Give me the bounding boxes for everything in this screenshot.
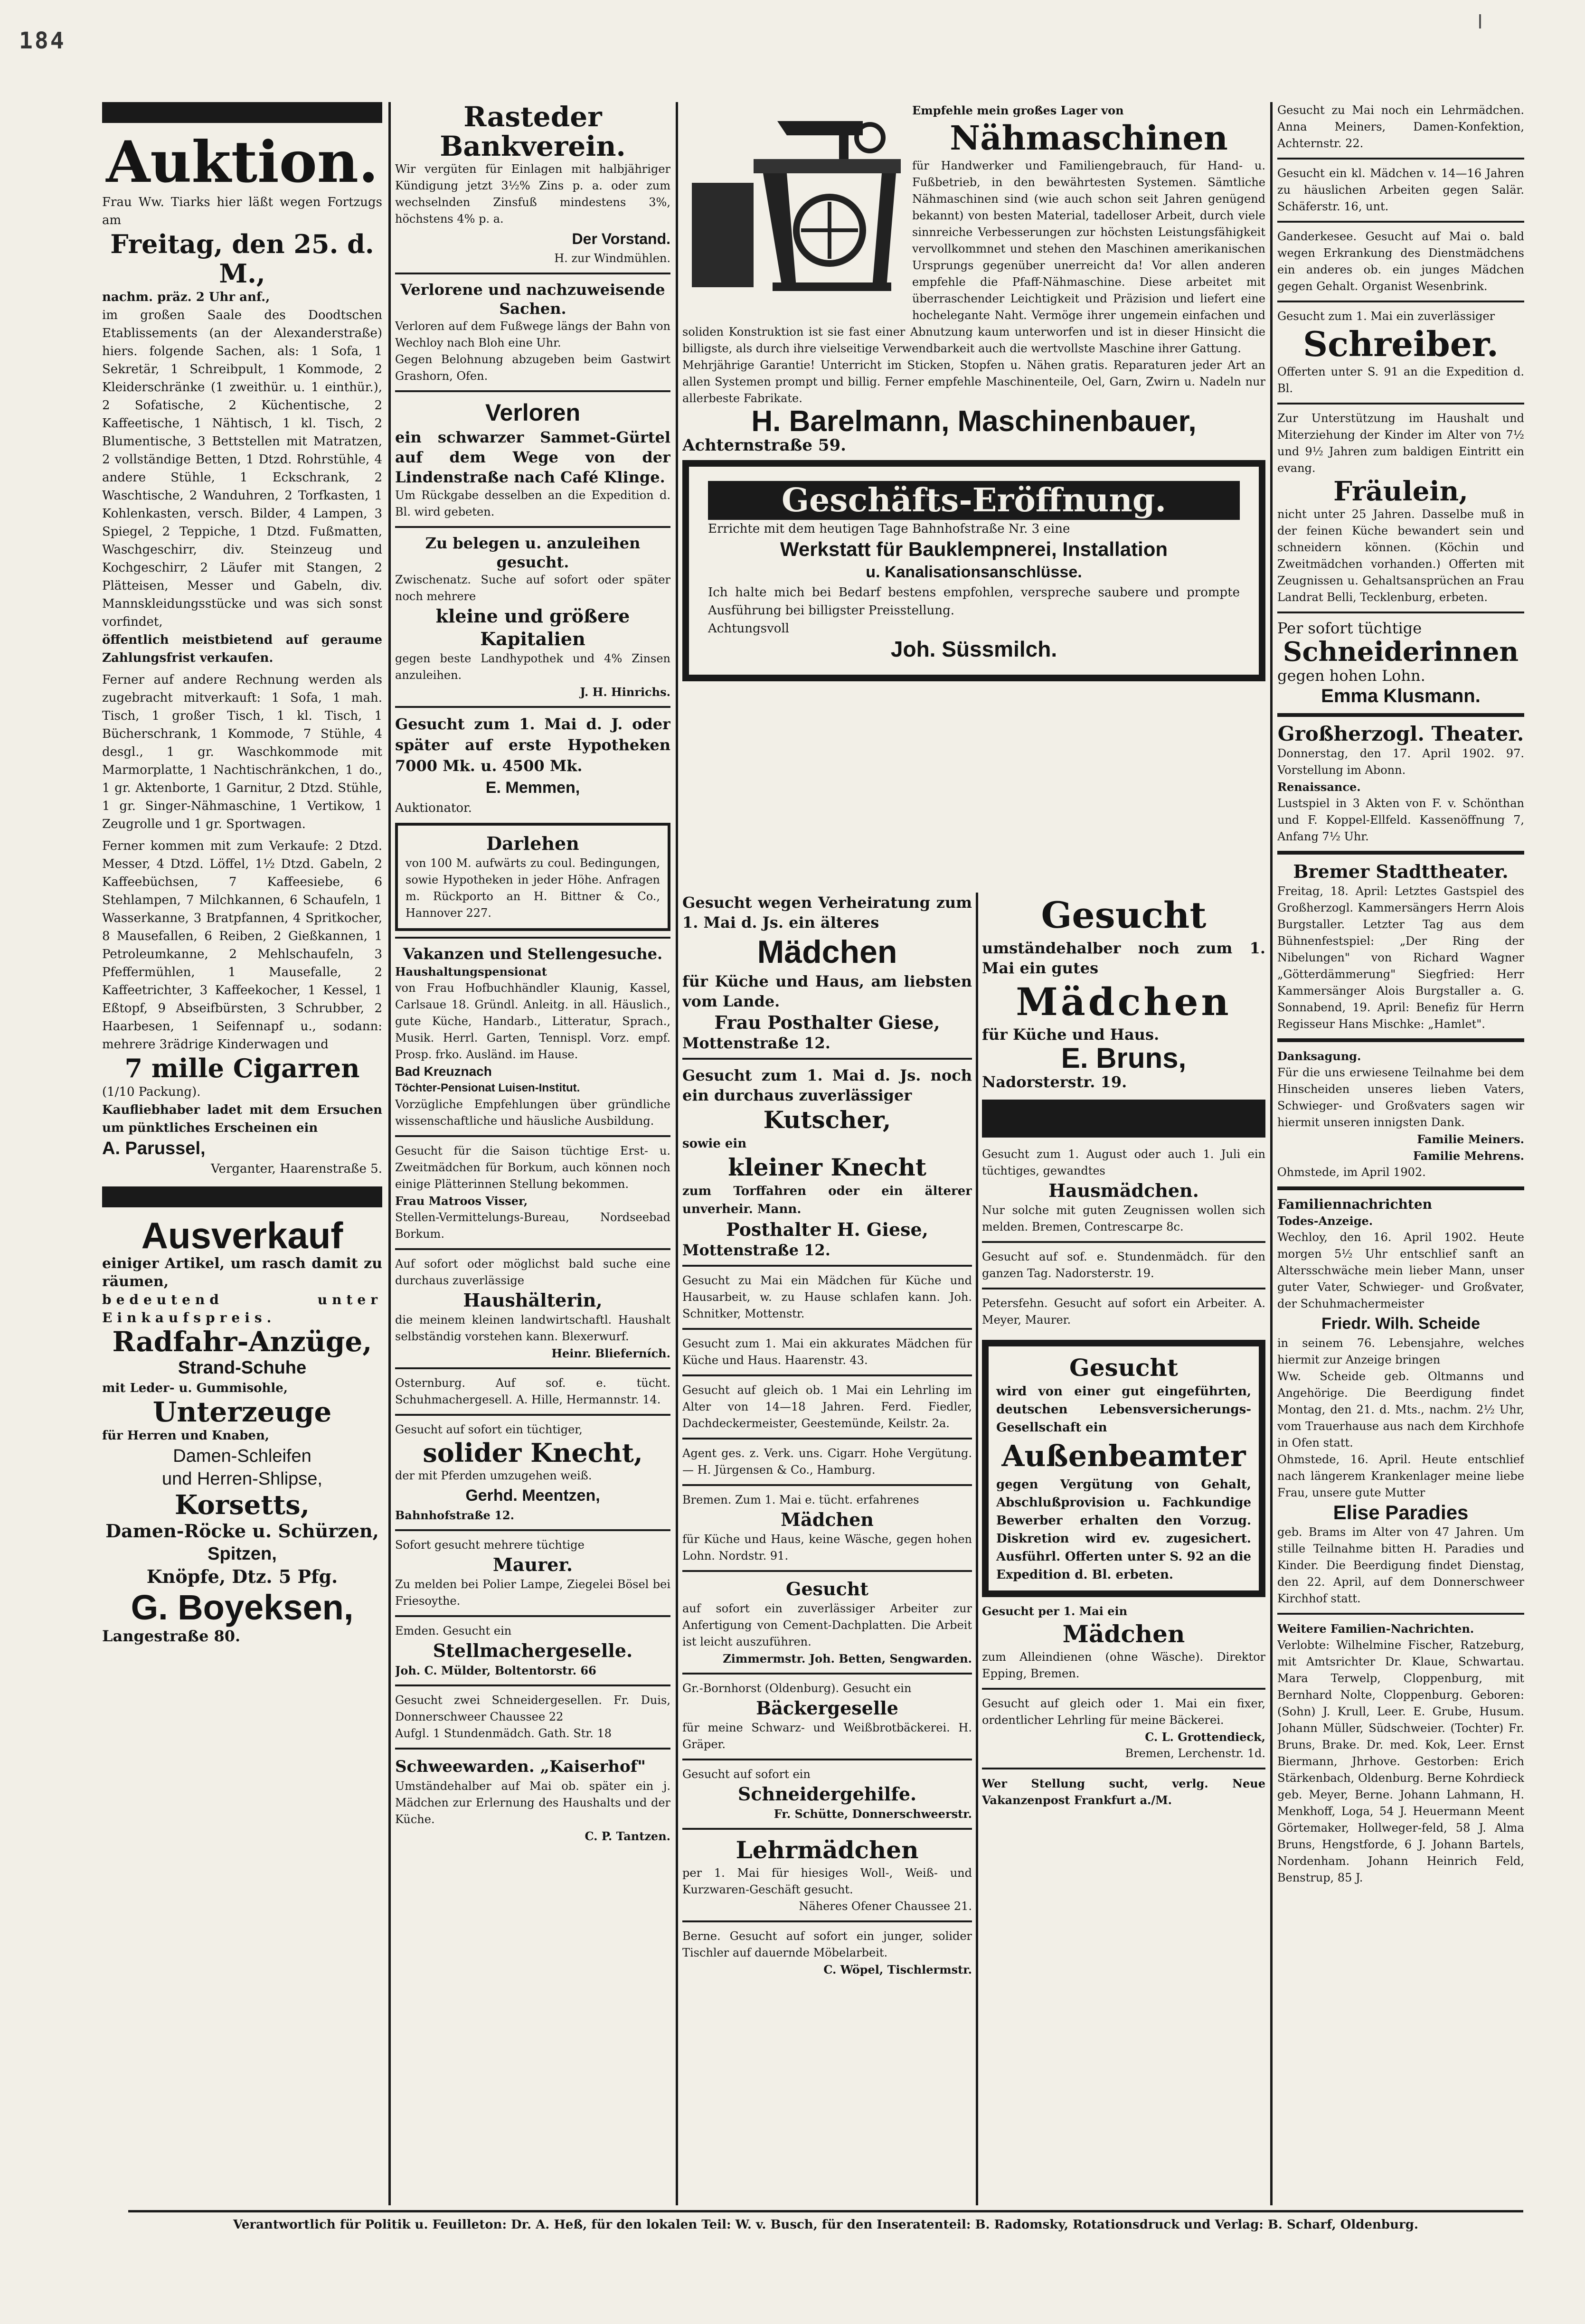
- sewing-text: für Handwerker und Familiengebrauch, für Hand- u. Fußbetrieb, in den bewährtesten Systemen. Sämtliche Nähmaschinen sind (wie auch schon seit Jahren genügend bekannt) von besten Material, tadelloser Arbeit, durch viele sinnreiche Verbesserungen zur höchsten Leistungsfähigkeit vervollkommnet und stehen den Maschinen amerikanischen Ursprungs gegenüber unerreicht da! Vor allen anderen empfehle die Pfaff-Nähmaschine. Diese arbeitet mit überraschender Leichtigkeit und Präzision und liefert eine hochelegante Naht. Vermöge ihrer ungemein einfachen und soliden Konstruktion ist sie fast einer Abnutzung kaum unterworfen und ist in dieser Hinsicht die billigste, als durch ihre vielseitige Verwendbarkeit auch die wertvollste Maschine ihrer Gattung.: [682, 159, 1265, 355]
- divider: [682, 1438, 972, 1440]
- bank-text: Wir vergüten für Einlagen mit halbjähriger Kündigung jetzt 3½% Zins p. a. oder zum wechselnden Zinsfuß mindestens 3%, höchstens 4% p. a.: [395, 162, 670, 226]
- divider: [395, 1135, 670, 1137]
- business-opening-big: Werkstatt für Bauklempnerei, Installation: [780, 538, 1168, 560]
- housekeeper-sign: Heinr. Blieferních.: [551, 1346, 670, 1360]
- vacancies-section: [395, 944, 670, 1129]
- divider: [395, 1529, 670, 1531]
- wheelwright-sign: Joh. C. Mülder, Boltentorstr. 66: [395, 1664, 596, 1677]
- deceased-name-2: Elise Paradies: [1333, 1501, 1469, 1524]
- column-rule-1: [388, 102, 391, 2205]
- coachman-sign-sub: Mottenstraße 12.: [682, 1241, 830, 1259]
- borkum-text: Gesucht für die Saison tüchtige Erst- u. Zweitmädchen für Borkum, auch können noch einige Plätterinnen Stellung bekommen.: [395, 1144, 670, 1191]
- maid-giese-sign: Frau Posthalter Giese,: [714, 1012, 940, 1033]
- coachman-ad: [682, 1065, 972, 1259]
- maid-giese-ad: [682, 893, 972, 1052]
- business-opening-text: Errichte mit dem heutigen Tage Bahnhofstraße Nr. 3 eine: [708, 522, 1070, 536]
- capital-title: Zu belegen u. anzuleihen gesucht.: [425, 534, 641, 571]
- page-number: 184: [19, 28, 66, 54]
- bremen-theater-text: Freitag, 18. April: Letztes Gastspiel des Großherzogl. Kammersängers Herrn Alois Burgstaller. Letzter Tag aus dem Bühnenfestspiel: „Der Ring der Nibelungen" von Richard Wagner „Götterdämmerung" Siegfried: Herr Kammersänger Alois Burgstaller a. G. Sonnabend, 19. April: Benefiz für Herrn Regisseur Hans Mischke: „Hamlet".: [1277, 884, 1524, 1031]
- column-4: [1277, 102, 1524, 2205]
- divider: [982, 1688, 1265, 1690]
- divider: [1277, 158, 1524, 160]
- death-notice-title: Todes-Anzeige.: [1277, 1214, 1373, 1228]
- divider: [1277, 301, 1524, 302]
- coachman-text-2: sowie ein: [682, 1137, 747, 1151]
- column-rule-3a: [976, 893, 978, 2205]
- coachman-title: Kutscher,: [763, 1106, 891, 1134]
- maid-giese-text: Gesucht wegen Verheiratung zum 1. Mai d. Js. ein älteres: [682, 894, 972, 931]
- auction-text-3: Ferner kommen mit zum Verkaufe: 2 Dtzd. Messer, 4 Dtzd. Löffel, 1½ Dtzd. Gabeln, 2 Kaffeebüchsen, 7 Kaffeesiebe, 6 Stehlampen, 7 Milchkannen, 6 Schaufeln, 1 Wasserkanne, 3 Bratpfannen, 4 Spritkocher, 8 Mausefallen, 6 Reiben, 2 Gießkannen, 1 Petroleumkanne, 2 Mehlschaufeln, 3 Pfeffermühlen, 1 Mausefalle, 2 Kaffeetrichter, 3 Kaffeekocher, 1 Kessel, 1 Eßtopf, 9 Abseifbürsten, 3 Schrubber, 2 Haarbesen, 1 Seifennapf u., sodann: mehrere 3rädrige Kinderwagen und: [102, 839, 382, 1052]
- auction-cigars-sub: (1/10 Packung).: [102, 1085, 201, 1099]
- wheelwright-intro: Emden. Gesucht ein: [395, 1624, 512, 1637]
- divider: [682, 1265, 972, 1267]
- auction-text-2: Ferner auf andere Rechnung werden als zugebracht mitverkauft: 1 Sofa, 1 mah. Tisch, 1 großer Tisch, 1 kl. Tisch, 1 Bücherschrank, 1 Kommode, 7 Stühle, 4 desgl., 1 gr. Waschkommode mit Marmorplatte, 1 Nachtischränkchen, 1 do., 1 gr. Aktenborte, 1 Garnitur, 2 Dtzd. Stühle, 1 gr. Singer-Nähmaschine, 1 Vertikow, 1 Zeugrolle und 1 gr. Sportwagen.: [102, 673, 382, 831]
- apprentice-sign: Näheres Ofener Chaussee 21.: [799, 1900, 972, 1913]
- more-family-news-text: Verlobte: Wilhelmine Fischer, Ratzeburg, mit Amtsrichter Dr. Klaue, Schwartau. Mara Terwelp, Cloppenburg, mit Bernhard Nolte, Cloppenburg. Geboren: (Sohn) J. Krull, Leer. E. Grube, Husum. Johann Müller, Südschweier. (Tochter) Fr. Bruns, Brake. Dr. med. Kok, Leer. Ernst Biermann, Jhrhove. Gestorben: Erich Stärkenbach, Oldenburg. Berne Kohrdieck geb. Meyer, Berne. Johann Lahmann, H. Menkhoff, Loga, 54 J. Heuermann Meent Görtemaker, Hollweger-feld, 58 J. Alma Bruns, Hengstforde, 6 J. Johann Bartels, Nordenham. Johann Heinrich Feld, Benstrup, 85 J.: [1277, 1638, 1524, 1884]
- sewing-text-2: Mehrjährige Garantie! Unterricht im Sticken, Stopfen u. Nähen gratis. Reparaturen jeder Art an allen Systemen prompt und billig. Ferner empfehle Maschinenteile, Oel, Garn, Zwirn u. Nadeln nur allerbeste Fabrikate.: [682, 358, 1265, 405]
- divider: [982, 1288, 1265, 1289]
- mason-title: Maurer.: [492, 1554, 573, 1575]
- classified-item: Gesucht zum 1. Mai ein akkurates Mädchen für Küche und Haus. Haarenstr. 43.: [682, 1337, 972, 1367]
- auction-intro: Frau Ww. Tiarks hier läßt wegen Fortzugs am: [102, 195, 382, 227]
- bank-title-2: Bankverein.: [440, 130, 626, 162]
- divider: [395, 1748, 670, 1750]
- field-agent-text: wird von einer gut eingeführten, deutschen Lebensversicherungs-Gesellschaft ein: [996, 1384, 1251, 1435]
- sewing-intro: Empfehle mein großes Lager von: [912, 103, 1124, 117]
- divider: [1277, 221, 1524, 223]
- mortgage-ad: [395, 714, 670, 817]
- borkum-sign-2: Stellen-Vermittelungs-Bureau, Nordseebad Borkum.: [395, 1211, 670, 1241]
- lost-belt-text-2: Um Rückgabe desselben an die Expedition d. Bl. wird gebeten.: [395, 489, 670, 518]
- farmhand-text: der mit Pferden umzugehen weiß.: [395, 1469, 592, 1482]
- thanks-title: Danksagung.: [1277, 1049, 1361, 1063]
- maid-giese-title: Mädchen: [757, 934, 897, 970]
- death-notice-text-2: in seinem 76. Lebensjahre, welches hiermit zur Anzeige bringen: [1277, 1336, 1524, 1366]
- divider: [682, 1484, 972, 1486]
- clerk-title: Schreiber.: [1303, 324, 1499, 364]
- bank-sign-sub: H. zur Windmühlen.: [554, 252, 670, 265]
- sewing-title: Nähmaschinen: [950, 118, 1228, 158]
- mason-text: Sofort gesucht mehrere tüchtige: [395, 1538, 585, 1552]
- death-notice-text: Wechloy, den 16. April 1902. Heute morgen 5½ Uhr entschlief sanft an Altersschwäche mein lieber Mann, unser guter Vater, Schwieger- und Großvater, der Schuhmachermeister: [1277, 1231, 1524, 1310]
- kaiserhof-sign: C. P. Tantzen.: [585, 1829, 670, 1843]
- business-opening-text-2: Ich halte mich bei Bedarf bestens empfohlen, verspreche saubere und prompte Ausführung bei billigster Preisstellung.: [708, 585, 1240, 618]
- divider: [682, 1828, 972, 1830]
- divider: [395, 1684, 670, 1686]
- column-rule-3: [1270, 102, 1273, 2205]
- auction-signer: A. Parussel,: [102, 1138, 206, 1158]
- bruns-ad: [982, 893, 1265, 1091]
- column-3a: [682, 893, 972, 2205]
- capital-big: kleine und größere Kapitalien: [435, 605, 630, 649]
- sale-item: für Herren und Knaben,: [102, 1429, 269, 1443]
- classified-item: Ganderkesee. Gesucht auf Mai o. bald wegen Erkrankung des Dienstmädchens ein anderes ob. ein junges Mädchen gegen Gehalt. Organist Wesenbrink.: [1277, 230, 1524, 293]
- capital-sign: J. H. Hinrichs.: [580, 685, 670, 699]
- sole-maid-text: Gesucht per 1. Mai ein: [982, 1604, 1128, 1618]
- tailor-assistant-title: Schneidergehilfe.: [737, 1783, 917, 1805]
- classified-item: Gesucht auf sof. e. Stundenmädch. für den ganzen Tag. Nadorsterstr. 19.: [982, 1250, 1265, 1280]
- edge-mark: [1479, 14, 1481, 28]
- thanks-sign: Familie Meiners.: [1417, 1132, 1524, 1146]
- lost-found-text: Verloren auf dem Fußwege längs der Bahn von Wechloy nach Bloh eine Uhr.: [395, 320, 670, 349]
- clerk-text: Offerten unter S. 91 an die Expedition d. Bl.: [1277, 365, 1524, 395]
- business-opening-big-2: u. Kanalisationsanschlüsse.: [866, 563, 1082, 581]
- divider: [682, 1328, 972, 1330]
- divider: [1277, 851, 1524, 855]
- baker-intro: Gr.-Bornhorst (Oldenburg). Gesucht ein: [682, 1682, 912, 1695]
- classified-item: Agent ges. z. Verk. uns. Cigarr. Hohe Vergütung. — H. Jürgensen & Co., Hamburg.: [682, 1447, 972, 1477]
- bruns-firm: E. Bruns,: [1061, 1042, 1187, 1074]
- section-bar: [982, 1100, 1265, 1138]
- divider: [395, 1367, 670, 1369]
- divider: [1277, 403, 1524, 405]
- apprentice-title: Lehrmädchen: [736, 1836, 919, 1864]
- kaiserhof-text: Umständehalber auf Mai ob. später ein j. Mädchen zur Erlernung des Haushalts und der Küche.: [395, 1779, 670, 1826]
- housekeeper-text: die meinem kleinen landwirtschaftl. Haushalt selbständig vorstehen kann. Blexerwurf.: [395, 1313, 670, 1343]
- worker-title: Gesucht: [786, 1578, 868, 1600]
- carpenter-text: Berne. Gesucht auf sofort ein junger, solider Tischler auf dauernde Möbelarbeit.: [682, 1929, 972, 1959]
- theater-text: Donnerstag, den 17. April 1902. 97. Vorstellung im Abonn.: [1277, 747, 1524, 777]
- tailor-assistant-intro: Gesucht auf sofort ein: [682, 1768, 811, 1781]
- mason-text-2: Zu melden bei Polier Lampe, Ziegelei Bösel bei Friesoythe.: [395, 1578, 670, 1608]
- vacancies-title: Vakanzen und Stellengesuche.: [403, 945, 663, 963]
- worker-text: auf sofort ein zuverlässiger Arbeiter zur Anfertigung von Cement-Dachplatten. Die Arbeit ist leicht auszuführen.: [682, 1602, 972, 1648]
- sale-title: Ausverkauf: [141, 1214, 343, 1256]
- auction-closing: Kaufliebhaber ladet mit dem Ersuchen um pünktliches Erscheinen ein: [102, 1103, 382, 1135]
- divider: [1277, 1038, 1524, 1042]
- business-opening-regards: Achtungsvoll: [708, 621, 789, 636]
- tailor-assistant-sign: Fr. Schütte, Donnerschweerstr.: [774, 1807, 972, 1821]
- lost-found-title: Verlorene und nachzuweisende Sachen.: [400, 281, 665, 318]
- classified-item: Petersfehn. Gesucht auf sofort ein Arbeiter. A. Meyer, Maurer.: [982, 1297, 1265, 1327]
- governess-text: nicht unter 25 Jahren. Dasselbe muß in der feinen Küche bewandert sein und schneidern können. (Köchin und Zweitmädchen vorhanden.) Offerten mit Zeugnissen u. Gehaltsansprüchen an Frau Landrat Belli, Tecklenburg, erbeten.: [1277, 508, 1524, 604]
- divider: [682, 1759, 972, 1760]
- section-bar: [102, 1186, 382, 1207]
- business-opening-sign: Joh. Süssmilch.: [890, 637, 1057, 661]
- mortgage-text: Gesucht zum 1. Mai d. J. oder später auf erste Hypotheken 7000 Mk. u. 4500 Mk.: [395, 715, 670, 775]
- theater-title: Großherzogl. Theater.: [1277, 722, 1524, 745]
- divider: [1277, 612, 1524, 613]
- bremen-theater-title: Bremer Stadttheater.: [1293, 861, 1509, 882]
- divider: [395, 526, 670, 528]
- classified-item: Gesucht auf gleich ob. 1 Mai ein Lehrling im Alter von 14—18 Jahren. Ferd. Fiedler, Dachdeckermeister, Geestemünde, Keilstr. 2a.: [682, 1383, 972, 1430]
- auction-ad: [102, 129, 382, 1178]
- lost-belt-ad: [395, 398, 670, 520]
- business-opening-ad: [682, 460, 1265, 681]
- divider: [395, 273, 670, 274]
- apprentice-text: per 1. Mai für hiesiges Woll-, Weiß- und Kurzwaren-Geschäft gesucht.: [682, 1866, 972, 1896]
- bakery-apprentice-sign: C. L. Grottendieck,: [1145, 1730, 1265, 1744]
- loan-ad: [395, 823, 670, 931]
- sewing-machine-ad: [682, 102, 1265, 454]
- maid-giese-text-2: für Küche und Haus, am liebsten vom Lande.: [682, 972, 972, 1010]
- thanks-place: Ohmstede, im April 1902.: [1277, 1166, 1426, 1179]
- field-agent-title: Gesucht: [1069, 1354, 1178, 1382]
- farmhand-sign-sub: Bahnhofstraße 12.: [395, 1508, 514, 1522]
- pension-title: Haushaltungspensionat: [395, 965, 547, 979]
- column-3b: [982, 893, 1265, 2205]
- bruns-big: Mädchen: [1016, 979, 1232, 1024]
- lost-belt-title: Verloren: [485, 399, 581, 426]
- tailor-text: Gesucht zwei Schneidergesellen. Fr. Duis, Donnerschweer Chaussee 22: [395, 1694, 670, 1723]
- carpenter-sign: C. Wöpel, Tischlermstr.: [823, 1963, 972, 1976]
- coachman-sign: Posthalter H. Giese,: [726, 1219, 928, 1240]
- divider: [1277, 1186, 1524, 1190]
- column-2: [395, 102, 670, 2205]
- wheelwright-title: Stellmachergeselle.: [433, 1640, 633, 1661]
- capital-ad: [395, 534, 670, 700]
- sale-item: und Herren-Shlipse,: [162, 1469, 322, 1489]
- pension-text: von Frau Hofbuchhändler Klaunig, Kassel, Carlsaue 18. Gründl. Anleitg. in all. Häuslich., gute Küche, Handarb., Litteratur, Sprach., Musik. Herrl. Garten, Tennispl. Vorz. empf. Prosp. frko. Ausländ. im Hause.: [395, 981, 670, 1061]
- divider: [1277, 1613, 1524, 1615]
- column-1: [102, 102, 382, 2205]
- divider: [682, 1570, 972, 1572]
- bruns-text-2: für Küche und Haus.: [982, 1026, 1160, 1044]
- auction-cigars: 7 mille Cigarren: [124, 1053, 360, 1083]
- classified-item: Gesucht ein kl. Mädchen v. 14—16 Jahren zu häuslichen Arbeiten gegen Salär. Schäferstr. 16, unt.: [1277, 167, 1524, 213]
- sole-maid-title: Mädchen: [1062, 1620, 1185, 1648]
- classified-item: Bremen. Zum 1. Mai e. tücht. erfahrenes: [682, 1493, 919, 1506]
- column-rule-2: [676, 102, 678, 2205]
- auction-text: im großen Saale des Doodtschen Etablissements (an der Alexanderstraße) hiers. folgende Sachen, als: 1 Sofa, 1 Sekretär, 1 Schreibpult, 1 Kommode, 2 Kleiderschränke (1 zweithür. u. 1 einthür.), 2 Sofatische, 2 Küchentische, 2 Kaffeetische, 1 Nähtisch, 1 kl. Tisch, 2 Blumentische, 3 Bettstellen mit Matratzen, 2 vollständige Betten, 1 Dtzd. Rohrstühle, 4 andere Stühle, 1 Eckschrank, 2 Waschtische, 2 Wanduhren, 2 Torfkasten, 1 Kohlenkasten, versch. Bilder, 4 Lampen, 3 Spiegel, 2 Teppiche, 1 Dtzd. Fußmatten, Waschgeschirr, div. Steinzeug und Kochgeschirr, 2 Läufer mit Stangen, 2 Plätteisen, Messer und Gabeln, div. Mannskleidungsstücke und was sich sonst vorfindet,: [102, 308, 382, 629]
- auction-date: Freitag, den 25. d. M.,: [110, 229, 374, 289]
- housekeeper-title: Haushälterin,: [463, 1289, 603, 1311]
- sale-ad: [102, 1216, 382, 1645]
- divider: [395, 1248, 670, 1250]
- field-agent-text-2: gegen Vergütung von Gehalt, Abschlußprovision u. Fachkundige Bewerber erhalten den Vorzug. Diskretion wird ev. zugesichert. Ausführl. Offerten unter S. 92 an die Expedition d. Bl. erbeten.: [996, 1477, 1251, 1582]
- family-news-title: Familiennachrichten: [1277, 1196, 1433, 1212]
- imprint-footer: Verantwortlich für Politik u. Feuilleton: Dr. A. Heß, für den lokalen Teil: W. v. Busch, für den Inseratenteil: B. Radomsky, Rotationsdruck und Verlag: B. Scharf, Oldenburg.: [128, 2210, 1523, 2233]
- death-notice-text-3: Ww. Scheide geb. Oltmanns und Angehörige. Die Beerdigung findet Montag, den 21. d. Mts., nachm. 2½ Uhr, vom Trauerhause aus nach dem Kirchhofe in Ofen statt.: [1277, 1370, 1524, 1449]
- sale-item: Radfahr-Anzüge,: [112, 1326, 372, 1358]
- theater-play: Renaissance.: [1277, 780, 1361, 794]
- business-opening-title: Geschäfts-Eröffnung.: [708, 481, 1240, 520]
- field-agent-big: Außenbeamter: [1001, 1439, 1246, 1473]
- loan-text: von 100 M. aufwärts zu coul. Bedingungen, sowie Hypotheken in jeder Höhe. Anfragen m. Rückporto an H. Bittner & Co., Hannover 227.: [406, 856, 660, 920]
- classified-item: Nur solche mit guten Zeugnissen wollen sich melden. Bremen, Contrescarpe 8c.: [982, 1204, 1265, 1233]
- kreuznach-title: Bad Kreuznach: [395, 1064, 492, 1079]
- mortgage-sign: E. Memmen,: [485, 779, 580, 797]
- divider: [982, 1241, 1265, 1243]
- worker-sign: Zimmermstr. Joh. Betten, Sengwarden.: [723, 1652, 972, 1665]
- sewing-firm: H. Barelmann, Maschinenbauer,: [751, 405, 1197, 438]
- auction-title: Auktion.: [106, 129, 378, 196]
- divider: [682, 1920, 972, 1922]
- coachman-text: Gesucht zum 1. Mai d. Js. noch ein durchaus zuverlässiger: [682, 1066, 972, 1104]
- sale-item: Spitzen,: [208, 1544, 277, 1564]
- thanks-sign-2: Familie Mehrens.: [1413, 1149, 1524, 1163]
- housemaid-title: Hausmädchen.: [1048, 1180, 1199, 1201]
- osternburg-text: Osternburg. Auf sof. e. tücht. Schuhmachergesell. A. Hille, Hermannstr. 14.: [395, 1376, 670, 1406]
- lost-found: [395, 280, 670, 385]
- maid-bremen-title: Mädchen: [781, 1509, 874, 1530]
- farmhand-sign: Gerhd. Meentzen,: [465, 1487, 600, 1505]
- classified-item: Gesucht zum 1. August oder auch 1. Juli ein tüchtiges, gewandtes: [982, 1148, 1265, 1177]
- seamstress-text: gegen hohen Lohn.: [1277, 667, 1425, 685]
- divider: [395, 706, 670, 708]
- auction-time: nachm. präz. 2 Uhr anf.,: [102, 290, 270, 304]
- section-bar: [102, 102, 382, 123]
- sale-item: Unterzeuge: [152, 1396, 332, 1428]
- auction-terms: öffentlich meistbietend auf geraume Zahlungsfrist verkaufen.: [102, 633, 382, 665]
- sewing-machine-image: [682, 102, 906, 306]
- sale-item: Damen-Schleifen: [173, 1446, 311, 1466]
- baker-text: für meine Schwarz- und Weißbrotbäckerei. H. Gräper.: [682, 1721, 972, 1751]
- sale-item: Strand-Schuhe: [178, 1358, 307, 1378]
- sale-line-2: bedeutend unter Einkaufspreis.: [102, 1292, 382, 1326]
- seamstress-intro: Per sofort tüchtige: [1277, 619, 1422, 637]
- auction-signer-sub: Verganter, Haarenstraße 5.: [211, 1162, 382, 1176]
- divider: [682, 1673, 972, 1675]
- theater-text-2: Lustspiel in 3 Akten von F. v. Schönthan und F. Koppel-Ellfeld. Kassenöffnung 7, Anfang 7½ Uhr.: [1277, 797, 1524, 843]
- deceased-name: Friedr. Wilh. Scheide: [1321, 1315, 1481, 1333]
- coachman-text-3: zum Torffahren oder ein älterer unverheir. Mann.: [682, 1184, 972, 1216]
- housekeeper-intro: Auf sofort oder möglichst bald suche eine durchaus zuverlässige: [395, 1257, 670, 1287]
- field-agent-ad: [982, 1340, 1265, 1597]
- divider: [395, 390, 670, 392]
- sale-address: Langestraße 80.: [102, 1627, 241, 1645]
- governess-title: Fräulein,: [1333, 476, 1468, 507]
- lost-belt-text: ein schwarzer Sammet-Gürtel auf dem Wege von der Lindenstraße nach Café Klinge.: [395, 428, 670, 486]
- bruns-title: Gesucht: [1041, 894, 1207, 936]
- sole-maid-text-2: zum Alleindienen (ohne Wäsche). Direktor Epping, Bremen.: [982, 1650, 1265, 1680]
- clerk-intro: Gesucht zum 1. Mai ein zuverlässiger: [1277, 310, 1495, 323]
- maid-bremen-text: für Küche und Haus, keine Wäsche, gegen hohen Lohn. Nordstr. 91.: [682, 1533, 972, 1562]
- baker-title: Bäckergeselle: [756, 1697, 898, 1719]
- maid-giese-sign-sub: Mottenstraße 12.: [682, 1034, 830, 1052]
- tailor-text-2: Aufgl. 1 Stundenmädch. Gath. Str. 18: [395, 1727, 612, 1740]
- job-seekers-note: Wer Stellung sucht, verlg. Neue Vakanzenpost Frankfurt a./M.: [982, 1777, 1265, 1807]
- farmhand-intro: Gesucht auf sofort ein tüchtiger,: [395, 1423, 583, 1436]
- seamstress-sign: Emma Klusmann.: [1321, 686, 1481, 706]
- mortgage-sign-sub: Auktionator.: [395, 801, 472, 815]
- coachman-title-2: kleiner Knecht: [728, 1153, 926, 1181]
- loan-title: Darlehen: [486, 833, 579, 854]
- bank-ad: [395, 102, 670, 267]
- sale-item: Damen-Röcke u. Schürzen,: [105, 1520, 379, 1542]
- divider: [395, 1615, 670, 1617]
- kreuznach-text: Vorzügliche Empfehlungen über gründliche wissenschaftliche und häusliche Ausbildung.: [395, 1098, 670, 1128]
- bruns-text: umständehalber noch zum 1. Mai ein gutes: [982, 939, 1265, 977]
- bank-sign: Der Vorstand.: [572, 230, 670, 247]
- thanks-text: Für die uns erwiesene Teilnahme bei dem Hinscheiden unseres lieben Vaters, Schwieger- und Großvaters sagen wir hiermit unseren innigsten Dank.: [1277, 1066, 1524, 1129]
- sale-item: Korsetts,: [174, 1489, 310, 1521]
- kreuznach-sub: Töchter-Pensionat Luisen-Institut.: [395, 1082, 580, 1094]
- farmhand-title: solider Knecht,: [423, 1438, 643, 1468]
- bakery-apprentice-sign-sub: Bremen, Lerchenstr. 1d.: [1125, 1747, 1265, 1760]
- divider: [982, 1768, 1265, 1769]
- sale-line-1: einiger Artikel, um rasch damit zu räumen,: [102, 1255, 382, 1290]
- sewing-address: Achternstraße 59.: [682, 436, 847, 454]
- death-notice-text-5: geb. Brams im Alter von 47 Jahren. Um stille Teilnahme bitten H. Paradies und Kinder. Die Beerdigung findet Dienstag, den 22. April, auf dem Donnerschweer Kirchhof statt.: [1277, 1525, 1524, 1605]
- divider: [395, 937, 670, 939]
- classified-item: Gesucht zu Mai ein Mädchen für Küche und Hausarbeit, w. zu Hause schlafen kann. Joh. Schnitker, Mottenstr.: [682, 1274, 972, 1320]
- capital-text-2: gegen beste Landhypothek und 4% Zinsen anzuleihen.: [395, 652, 670, 682]
- sale-firm: G. Boyeksen,: [131, 1588, 354, 1627]
- governess-intro: Zur Unterstützung im Haushalt und Miterziehung der Kinder im Alter von 7½ und 9½ Jahren zum baldigen Eintritt ein evang.: [1277, 412, 1524, 475]
- classified-item: Gesucht zu Mai noch ein Lehrmädchen. Anna Meiners, Damen-Konfektion, Achternstr. 22.: [1277, 103, 1524, 150]
- death-notice-text-4: Ohmstede, 16. April. Heute entschlief nach längerem Krankenlager meine liebe Frau, unsere gute Mutter: [1277, 1453, 1524, 1499]
- more-family-news-title: Weitere Familien-Nachrichten.: [1277, 1622, 1474, 1636]
- borkum-sign: Frau Matroos Visser,: [395, 1194, 528, 1208]
- divider: [682, 1058, 972, 1060]
- capital-text: Zwischenatz. Suche auf sofort oder später noch mehrere: [395, 573, 670, 603]
- lost-found-text-2: Gegen Belohnung abzugeben beim Gastwirt Grashorn, Ofen.: [395, 353, 670, 383]
- divider: [682, 1374, 972, 1376]
- bruns-address: Nadorsterstr. 19.: [982, 1073, 1127, 1091]
- divider: [395, 1414, 670, 1416]
- kaiserhof-title: Schweewarden. „Kaiserhof": [395, 1757, 646, 1776]
- seamstress-title: Schneiderinnen: [1283, 636, 1519, 668]
- divider: [1277, 713, 1524, 717]
- sale-item: mit Leder- u. Gummisohle,: [102, 1381, 288, 1395]
- bakery-apprentice-text: Gesucht auf gleich oder 1. Mai ein fixer, ordentlicher Lehrling für meine Bäckerei.: [982, 1697, 1265, 1727]
- sale-item: Knöpfe, Dtz. 5 Pfg.: [146, 1566, 338, 1587]
- bank-title-1: Rasteder: [463, 102, 602, 133]
